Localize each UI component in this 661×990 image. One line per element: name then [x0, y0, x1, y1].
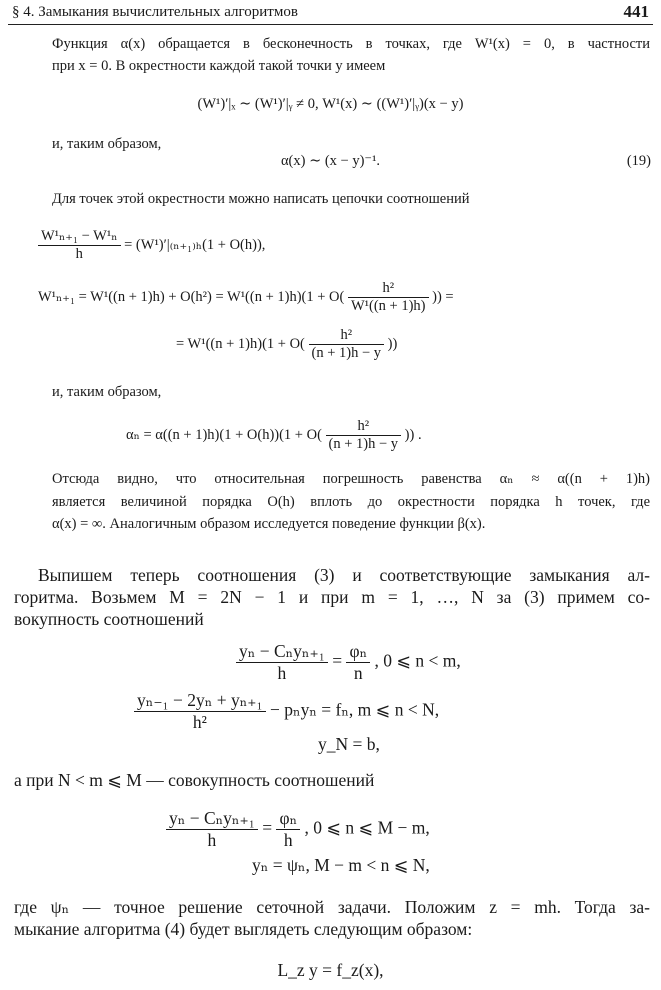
paragraph-line: является величиной порядка O(h) вплоть до окрестности порядка h точек, где [52, 494, 650, 510]
fraction-denominator: h² [192, 712, 207, 732]
paragraph-line: α(x) = ∞. Аналогичным образом исследуется поведение функции β(x). [52, 516, 486, 532]
fraction-numerator: φₙ [346, 641, 370, 663]
fraction-denominator: n [353, 663, 363, 683]
section-title: § 4. Замыкания вычислительных алгоритмов [12, 4, 298, 20]
paragraph-line: Отсюда видно, что относительная погрешность равенства αₙ ≈ α((n + 1)h) [52, 471, 650, 487]
paragraph-line: мыкание алгоритма (4) будет выглядеть следующим образом: [14, 919, 473, 939]
equation-number: (19) [626, 153, 651, 169]
fraction-numerator: yₙ − Cₙyₙ₊₁ [166, 808, 258, 830]
running-header [8, 2, 653, 25]
fraction [236, 641, 328, 684]
paragraph-line: при x = 0. В окрестности каждой такой точки y имеем [52, 58, 386, 74]
fraction [38, 228, 121, 263]
formula-rhs: − pₙyₙ = fₙ, m ⩽ n < N, [270, 699, 440, 720]
connective-text: и, таким образом, [52, 384, 162, 400]
fraction [348, 280, 429, 315]
fraction-numerator: yₙ − Cₙyₙ₊₁ [236, 641, 328, 663]
fraction-numerator: h² [348, 280, 429, 298]
paragraph-line: Выпишем теперь соотношения (3) и соответствующие замыкания ал- [38, 565, 650, 585]
system2-eq1 [166, 808, 430, 851]
fraction [309, 327, 385, 362]
fraction-denominator: h [277, 663, 287, 683]
fraction-numerator: W¹ₙ₊₁ − W¹ₙ [38, 228, 121, 246]
equals-sign: = [332, 650, 343, 671]
formula-chain-2 [38, 280, 454, 315]
system1-eq1 [236, 641, 461, 684]
formula-lhs: = W¹((n + 1)h)(1 + O( [176, 335, 305, 352]
fraction-denominator: W¹((n + 1)h) [350, 298, 426, 314]
fraction [134, 690, 266, 733]
paragraph-line: Функция α(x) обращается в бесконечность в точках, где W¹(x) = 0, в частности [52, 36, 650, 52]
paragraph-line: горитма. Возьмем M = 2N − 1 и при m = 1, …, N за (3) примем со- [14, 587, 650, 607]
formula-condition: , 0 ⩽ n < m, [374, 650, 461, 671]
fraction-denominator: h [75, 246, 83, 262]
connective-text: и, таким образом, [52, 136, 162, 152]
paragraph-line: а при N < m ⩽ M — совокупность соотношений [14, 770, 375, 790]
fraction-numerator: φₙ [276, 808, 300, 830]
formula-final: L_z y = f_z(x), [277, 960, 384, 980]
formula-chain-3 [176, 327, 397, 362]
fraction-denominator: (n + 1)h − y [311, 345, 382, 361]
formula-lhs: αₙ = α((n + 1)h)(1 + O(h))(1 + O( [126, 426, 322, 443]
formula-chain-1 [38, 228, 265, 263]
paragraph-line: вокупность соотношений [14, 609, 204, 629]
system2-eq2: yₙ = ψₙ, M − m < n ⩽ N, [252, 855, 430, 875]
page-number: 441 [623, 2, 649, 21]
fraction [326, 418, 402, 453]
formula-condition: , 0 ⩽ n ⩽ M − m, [304, 817, 430, 838]
fraction-numerator: yₙ₋₁ − 2yₙ + yₙ₊₁ [134, 690, 266, 712]
formula-derivatives: (W¹)′|ₓ ∼ (W¹)′|ᵧ ≠ 0, W¹(x) ∼ ((W¹)′|ᵧ)(x − y) [197, 96, 464, 112]
formula-tail: )) = [432, 288, 454, 305]
formula-19: α(x) ∼ (x − y)⁻¹. [280, 153, 381, 169]
system1-eq2 [134, 690, 439, 733]
paragraph-line: Для точек этой окрестности можно написать цепочки соотношений [52, 191, 470, 207]
fraction [346, 641, 370, 684]
fraction [166, 808, 258, 851]
fraction-denominator: h [207, 830, 217, 850]
formula-rhs: = (W¹)′|₍ₙ₊₁₎ₕ(1 + O(h)), [124, 236, 266, 253]
formula-lhs: W¹ₙ₊₁ = W¹((n + 1)h) + O(h²) = W¹((n + 1)h)(1 + O( [38, 288, 345, 305]
formula-tail: )) [387, 335, 398, 352]
fraction [276, 808, 300, 851]
fraction-numerator: h² [326, 418, 402, 436]
paragraph-line: где ψₙ — точное решение сеточной задачи. Положим z = mh. Тогда за- [14, 897, 650, 917]
fraction-denominator: (n + 1)h − y [328, 436, 399, 452]
fraction-denominator: h [283, 830, 293, 850]
fraction-numerator: h² [309, 327, 385, 345]
formula-tail: )) . [404, 426, 422, 443]
formula-alpha-n [126, 418, 422, 453]
system1-eq3: y_N = b, [318, 734, 380, 754]
equals-sign: = [262, 817, 273, 838]
